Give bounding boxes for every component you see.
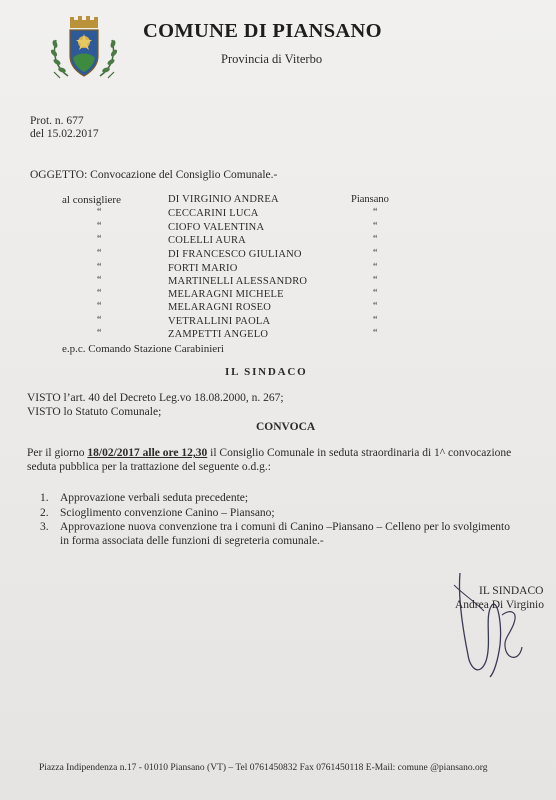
agenda-item-number: 1. xyxy=(40,492,49,504)
legal-reference-1: VISTO l’art. 40 del Decreto Leg.vo 18.08.2000, n. 267; xyxy=(27,392,284,404)
recipient-name: FORTI MARIO xyxy=(168,263,238,274)
footer-contact: Piazza Indipendenza n.17 - 01010 Piansano (VT) – Tel 0761450832 Fax 0761450118 E-Mail: comune @piansano.org xyxy=(39,763,488,773)
ditto-mark: “ xyxy=(97,315,102,326)
recipient-city: Piansano xyxy=(351,194,389,205)
legal-reference-2: VISTO lo Statuto Comunale; xyxy=(27,406,162,418)
recipient-name: MELARAGNI ROSEO xyxy=(168,302,272,313)
agenda-item-number: 3. xyxy=(40,521,49,533)
city-ditto-mark: “ xyxy=(373,328,378,339)
recipient-row xyxy=(0,276,556,289)
recipient-name: CECCARINI LUCA xyxy=(168,208,259,219)
city-ditto-mark: “ xyxy=(373,301,378,312)
convocation-paragraph xyxy=(27,447,511,459)
recipient-row xyxy=(0,208,556,221)
city-ditto-mark: “ xyxy=(373,288,378,299)
city-ditto-mark: “ xyxy=(373,234,378,245)
para-prefix: Per il giorno xyxy=(27,447,88,459)
recipient-row xyxy=(0,222,556,235)
ditto-mark: “ xyxy=(97,262,102,273)
ditto-mark: “ xyxy=(97,207,102,218)
agenda-item-text: Scioglimento convenzione Canino – Piansano; xyxy=(60,507,275,519)
recipient-row xyxy=(0,329,556,342)
ditto-mark: “ xyxy=(97,234,102,245)
recipient-row xyxy=(0,249,556,262)
recipient-row xyxy=(0,263,556,276)
coat-of-arms-emblem xyxy=(48,14,120,84)
handwritten-signature xyxy=(440,565,540,680)
signature-title: IL SINDACO xyxy=(479,585,544,597)
municipality-title: COMUNE DI PIANSANO xyxy=(143,20,382,42)
city-ditto-mark: “ xyxy=(373,207,378,218)
recipient-row xyxy=(0,194,556,207)
recipient-name: DI VIRGINIO ANDREA xyxy=(168,194,279,205)
city-ditto-mark: “ xyxy=(373,275,378,286)
ditto-mark: “ xyxy=(97,275,102,286)
protocol-block xyxy=(30,115,99,141)
cc-line: e.p.c. Comando Stazione Carabinieri xyxy=(62,343,224,355)
convoca-heading: CONVOCA xyxy=(256,421,316,433)
protocol-date: del 15.02.2017 xyxy=(30,128,99,140)
recipient-name: ZAMPETTI ANGELO xyxy=(168,329,269,340)
recipient-name: COLELLI AURA xyxy=(168,235,246,246)
city-ditto-mark: “ xyxy=(373,248,378,259)
recipient-row xyxy=(0,289,556,302)
recipient-name: DI FRANCESCO GIULIANO xyxy=(168,249,302,260)
agenda-item-text: Approvazione nuova convenzione tra i comuni di Canino –Piansano – Celleno per lo svolgimento xyxy=(60,521,510,533)
recipient-row xyxy=(0,316,556,329)
convocation-paragraph-line2: seduta pubblica per la trattazione del seguente o.d.g.: xyxy=(27,461,271,473)
agenda-item-3-continuation: in forma associata delle funzioni di segreteria comunale.- xyxy=(60,535,324,547)
subject-line: OGGETTO: Convocazione del Consiglio Comunale.- xyxy=(30,169,278,181)
para-suffix: il Consiglio Comunale in seduta straordinaria di 1^ convocazione xyxy=(207,447,512,459)
recipient-name: MELARAGNI MICHELE xyxy=(168,289,284,300)
recipient-row xyxy=(0,302,556,315)
ditto-mark: “ xyxy=(97,301,102,312)
ditto-mark: “ xyxy=(97,248,102,259)
signature-name: Andrea Di Virginio xyxy=(455,599,544,611)
ditto-mark: “ xyxy=(97,221,102,232)
city-ditto-mark: “ xyxy=(373,315,378,326)
agenda-item-number: 2. xyxy=(40,507,49,519)
protocol-number: Prot. n. 677 xyxy=(30,115,84,127)
ditto-mark: “ xyxy=(97,288,102,299)
meeting-date-time: 18/02/2017 alle ore 12,30 xyxy=(87,447,208,459)
mayor-heading: IL SINDACO xyxy=(225,366,308,378)
recipient-name: MARTINELLI ALESSANDRO xyxy=(168,276,308,287)
recipient-row xyxy=(0,235,556,248)
agenda-item-text: Approvazione verbali seduta precedente; xyxy=(60,492,249,504)
recipient-name: CIOFO VALENTINA xyxy=(168,222,265,233)
city-ditto-mark: “ xyxy=(373,262,378,273)
recipient-name: VETRALLINI PAOLA xyxy=(168,316,271,327)
ditto-mark: “ xyxy=(97,328,102,339)
province-subtitle: Provincia di Viterbo xyxy=(221,52,323,66)
recipients-intro: al consigliere xyxy=(62,194,121,206)
city-ditto-mark: “ xyxy=(373,221,378,232)
